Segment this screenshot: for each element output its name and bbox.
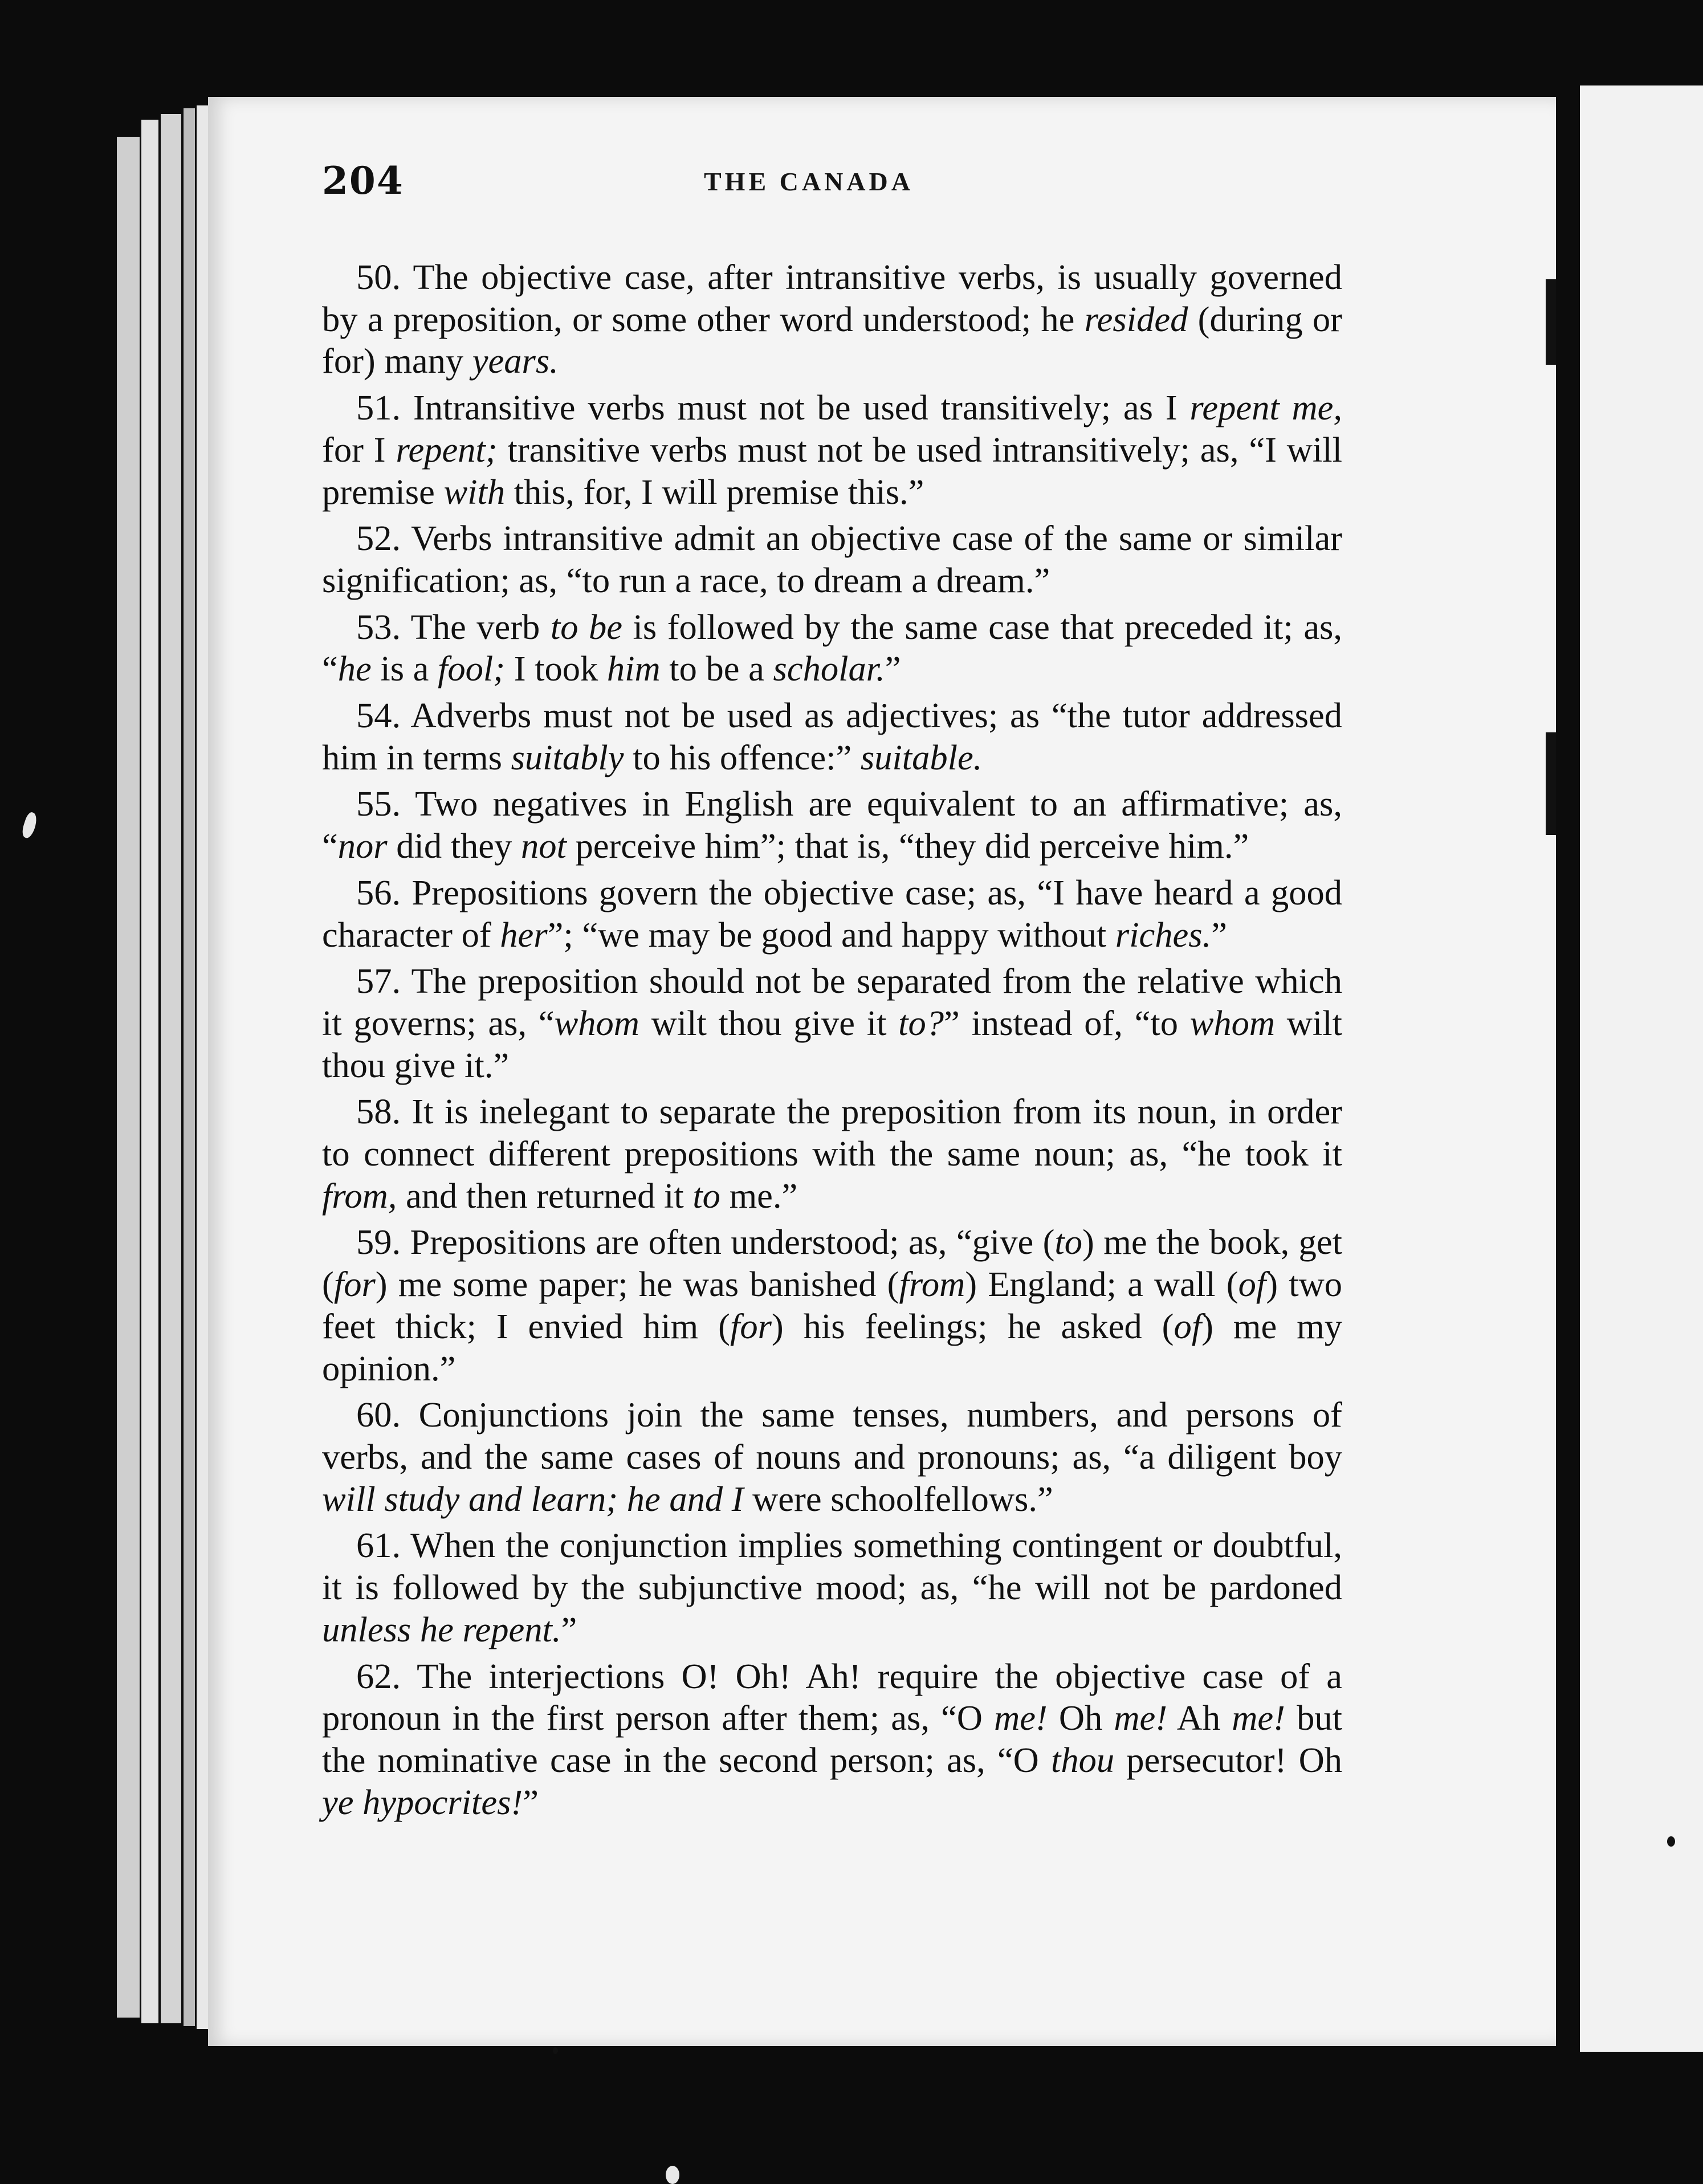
rule-text: ” instead of, “to	[944, 1003, 1190, 1043]
rule-text: I took	[505, 649, 607, 689]
italic-example: with	[443, 471, 506, 512]
page-stack-edge	[197, 105, 208, 2029]
rule-paragraph	[322, 872, 1342, 956]
rule-paragraph	[322, 387, 1342, 513]
rule-text: but the nominative case in the second person; as, “O	[322, 1698, 1342, 1780]
rule-text: me.”	[720, 1175, 798, 1216]
italic-example: of	[1174, 1306, 1202, 1346]
rule-text: is a	[371, 649, 438, 689]
italic-example: me!	[1232, 1698, 1285, 1738]
italic-example: will study and learn; he and I	[322, 1478, 744, 1519]
margin-mark	[1546, 732, 1556, 835]
italic-example: for	[730, 1306, 772, 1346]
rule-text: ”	[1211, 914, 1227, 955]
rule-text: ) me some paper; he was banished (	[375, 1264, 899, 1305]
italic-example: he	[337, 649, 372, 689]
italic-example: me!	[994, 1698, 1048, 1738]
italic-example: repent me,	[1189, 388, 1342, 428]
rule-text: 50. The objective case, after intransitive verbs, is usually governed by a preposition, or some other word understood; he	[322, 257, 1342, 339]
running-head: THE CANADA	[704, 167, 914, 196]
margin-mark	[1546, 279, 1556, 365]
rule-text: Ah	[1167, 1698, 1232, 1738]
rule-paragraph	[322, 783, 1342, 867]
italic-example: ye hypocrites!	[322, 1782, 523, 1822]
rule-text: to be a	[660, 649, 773, 689]
italic-example: years.	[472, 341, 559, 381]
rule-text: ”	[561, 1609, 577, 1649]
book-gutter	[1556, 85, 1580, 2057]
rule-text: 58. It is inelegant to separate the preposition from its noun, in order to connect different prepositions with the same noun; as, “he took it	[322, 1091, 1342, 1174]
scan-speck	[666, 2166, 679, 2184]
italic-example: for	[333, 1264, 376, 1305]
rule-text: persecutor! Oh	[1114, 1739, 1342, 1780]
ink-dot	[553, 2047, 558, 2054]
italic-example: from,	[322, 1175, 397, 1216]
italic-example: unless he repent.	[322, 1609, 561, 1649]
rule-text: (during or for) many	[322, 299, 1342, 381]
rule-text: 51. Intransitive verbs must not be used transitively; as I	[356, 388, 1190, 428]
scan-speck	[20, 811, 39, 840]
rule-text: to his offence:”	[624, 737, 861, 777]
rule-text: ) me my opinion.”	[322, 1306, 1342, 1388]
rule-paragraph	[322, 518, 1342, 601]
right-page-edge	[1580, 85, 1703, 2052]
rule-paragraph	[322, 960, 1342, 1086]
italic-example: of	[1238, 1264, 1266, 1305]
rule-paragraph	[322, 256, 1342, 382]
italic-example: riches.	[1115, 914, 1212, 955]
rule-text: 57. The preposition should not be separated from the relative which it governs; as, “	[322, 961, 1342, 1043]
page-stack-edge	[141, 120, 158, 2023]
italic-example: suitable.	[860, 737, 983, 777]
page-stack-edge	[117, 137, 140, 2018]
rule-text: wilt thou give it.”	[322, 1003, 1342, 1085]
rule-text: transitive verbs must not be used intransitively; as, “I will premise	[322, 429, 1342, 512]
rule-text: wilt thou give it	[639, 1003, 899, 1043]
rule-paragraph	[322, 1525, 1342, 1651]
rule-paragraph	[322, 1221, 1342, 1390]
rule-paragraph	[322, 1394, 1342, 1520]
italic-example: from	[899, 1264, 965, 1305]
italic-example: him	[606, 649, 661, 689]
italic-example: repent;	[396, 429, 498, 470]
rule-text: were schoolfellows.”	[743, 1478, 1053, 1519]
rule-text: 55. Two negatives in English are equivalent to an affirmative; as, “	[322, 784, 1342, 866]
italic-example: to?	[898, 1003, 944, 1043]
italic-example: thou	[1050, 1739, 1115, 1780]
rule-text: 54. Adverbs must not be used as adjectives; as “the tutor addressed him in terms	[322, 695, 1342, 777]
rule-text: 59. Prepositions are often understood; as, “give (	[356, 1222, 1055, 1262]
rule-text: for I	[322, 429, 396, 470]
rule-text: did they	[387, 826, 521, 866]
rule-text: 61. When the conjunction implies something contingent or doubtful, it is followed by the subjunctive mood; as, “he will not be pardoned	[322, 1525, 1342, 1608]
rule-paragraph	[322, 1656, 1342, 1824]
italic-example: whom	[1189, 1003, 1276, 1043]
rule-text: 52. Verbs intransitive admit an objective case of the same or similar signification; as, “to run a race, to dream a dream.”	[322, 518, 1342, 600]
rule-paragraph	[322, 1091, 1342, 1217]
page-stack-edge	[161, 114, 181, 2023]
italic-example: scholar.	[773, 649, 885, 689]
rule-text: 62. The interjections O! Oh! Ah! require the objective case of a pronoun in the first person after them; as, “O	[322, 1656, 1342, 1738]
rule-text: 53. The verb	[356, 606, 551, 647]
rule-text: ”; “we may be good and happy without	[547, 914, 1115, 955]
italic-example: fool;	[438, 649, 506, 689]
ink-dot	[1667, 1836, 1675, 1847]
page-header	[322, 158, 1337, 210]
rule-text: ) England; a wall (	[965, 1264, 1238, 1305]
italic-example: me!	[1114, 1698, 1168, 1738]
rule-text: Oh	[1047, 1698, 1114, 1738]
rule-text: 56. Prepositions govern the objective case; as, “I have heard a good character of	[322, 872, 1342, 955]
italic-example: nor	[337, 826, 388, 866]
rule-text: ”	[523, 1782, 539, 1822]
italic-example: her	[500, 914, 548, 955]
left-page	[208, 97, 1556, 2046]
italic-example: to be	[550, 606, 622, 647]
grammar-rules-text	[322, 256, 1342, 1828]
italic-example: whom	[554, 1003, 639, 1043]
page-stack-edge	[184, 108, 195, 2026]
rule-text: ) two feet thick; I envied him (	[322, 1264, 1342, 1346]
rule-text: perceive him”; that is, “they did perceive him.”	[566, 826, 1249, 866]
rule-text: ”	[885, 649, 901, 689]
rule-paragraph	[322, 606, 1342, 690]
rule-paragraph	[322, 695, 1342, 779]
italic-example: not	[520, 826, 567, 866]
italic-example: suitably	[511, 737, 624, 777]
rule-text: and then returned it	[397, 1175, 693, 1216]
rule-text: 60. Conjunctions join the same tenses, numbers, and persons of verbs, and the same cases of nouns and pronouns; as, “a diligent boy	[322, 1395, 1342, 1477]
rule-text: ) me the book, get (	[322, 1222, 1342, 1305]
italic-example: to	[692, 1175, 720, 1216]
rule-text: ) his feelings; he asked (	[771, 1306, 1174, 1346]
italic-example: resided	[1084, 299, 1188, 339]
italic-example: to	[1054, 1222, 1083, 1262]
rule-text: this, for, I will premise this.”	[505, 471, 924, 512]
page-number: 204	[322, 158, 404, 203]
rule-text: is followed by the same case that preceded it; as, “	[322, 606, 1343, 689]
